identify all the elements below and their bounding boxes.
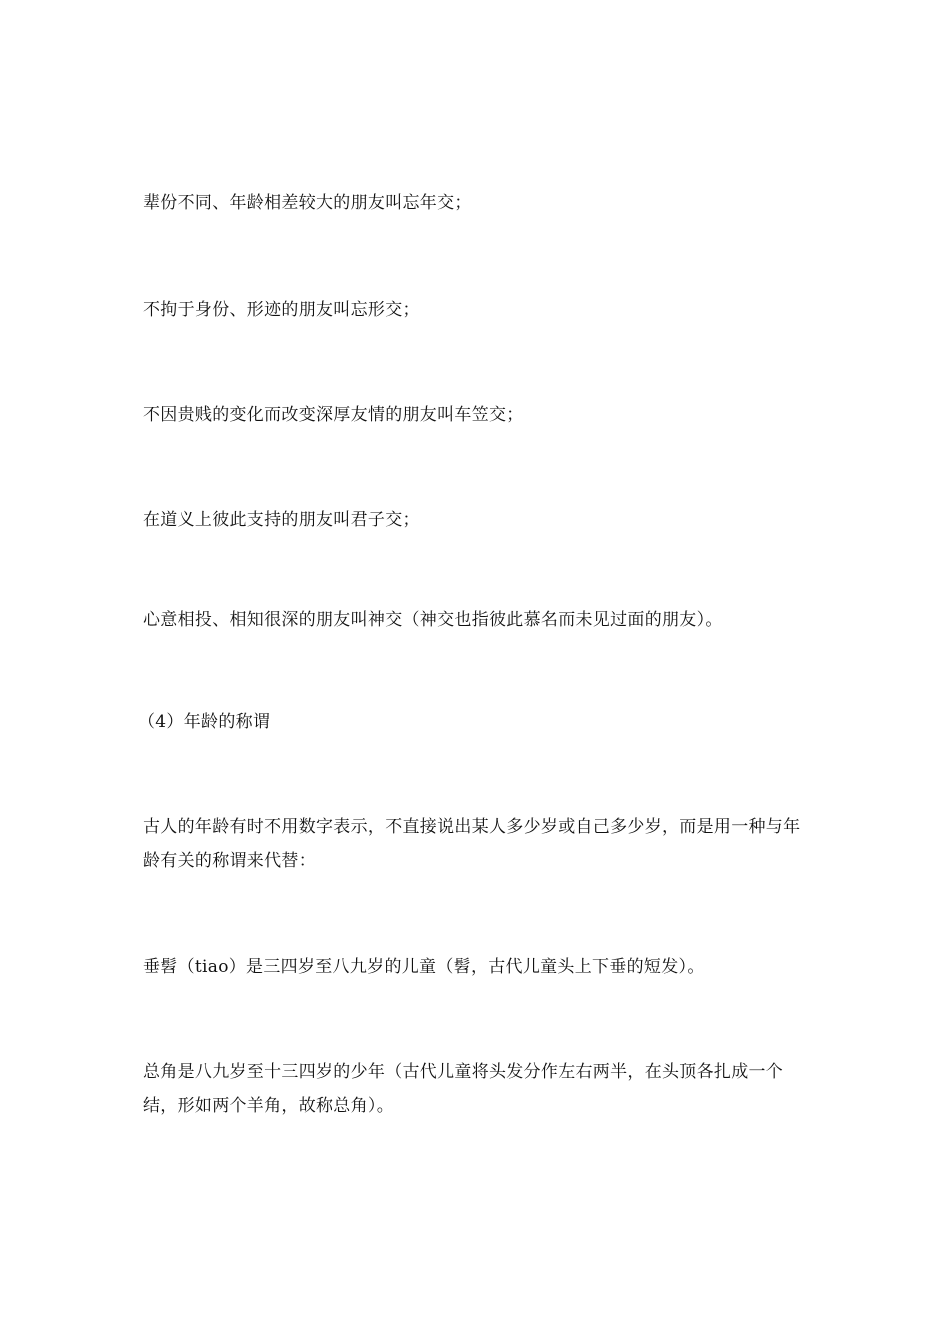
paragraph-chuitiao: 垂髫（tiao）是三四岁至八九岁的儿童（髫，古代儿童头上下垂的短发）。: [143, 957, 705, 977]
paragraph-wangnianjiao: 辈份不同、年龄相差较大的朋友叫忘年交；: [143, 193, 472, 213]
paragraph-wangxingjiao: 不拘于身份、形迹的朋友叫忘形交；: [143, 300, 420, 320]
paragraph-age-intro: 古人的年龄有时不用数字表示，不直接说出某人多少岁或自己多少岁，而是用一种与年龄有关的称谓来代替：: [143, 817, 801, 871]
paragraph-junzi-jiao: 在道义上彼此支持的朋友叫君子交；: [143, 510, 420, 530]
paragraph-cheli-jiao: 不因贵贱的变化而改变深厚友情的朋友叫车笠交；: [143, 405, 524, 425]
paragraph-shenjiao: 心意相投、相知很深的朋友叫神交（神交也指彼此慕名而未见过面的朋友）。: [143, 610, 723, 630]
paragraph-zongjiao: 总角是八九岁至十三四岁的少年（古代儿童将头发分作左右两半，在头顶各扎成一个结，形如两个羊角，故称总角）。: [143, 1062, 784, 1116]
section-heading-age-titles: （4）年龄的称谓: [138, 712, 271, 732]
